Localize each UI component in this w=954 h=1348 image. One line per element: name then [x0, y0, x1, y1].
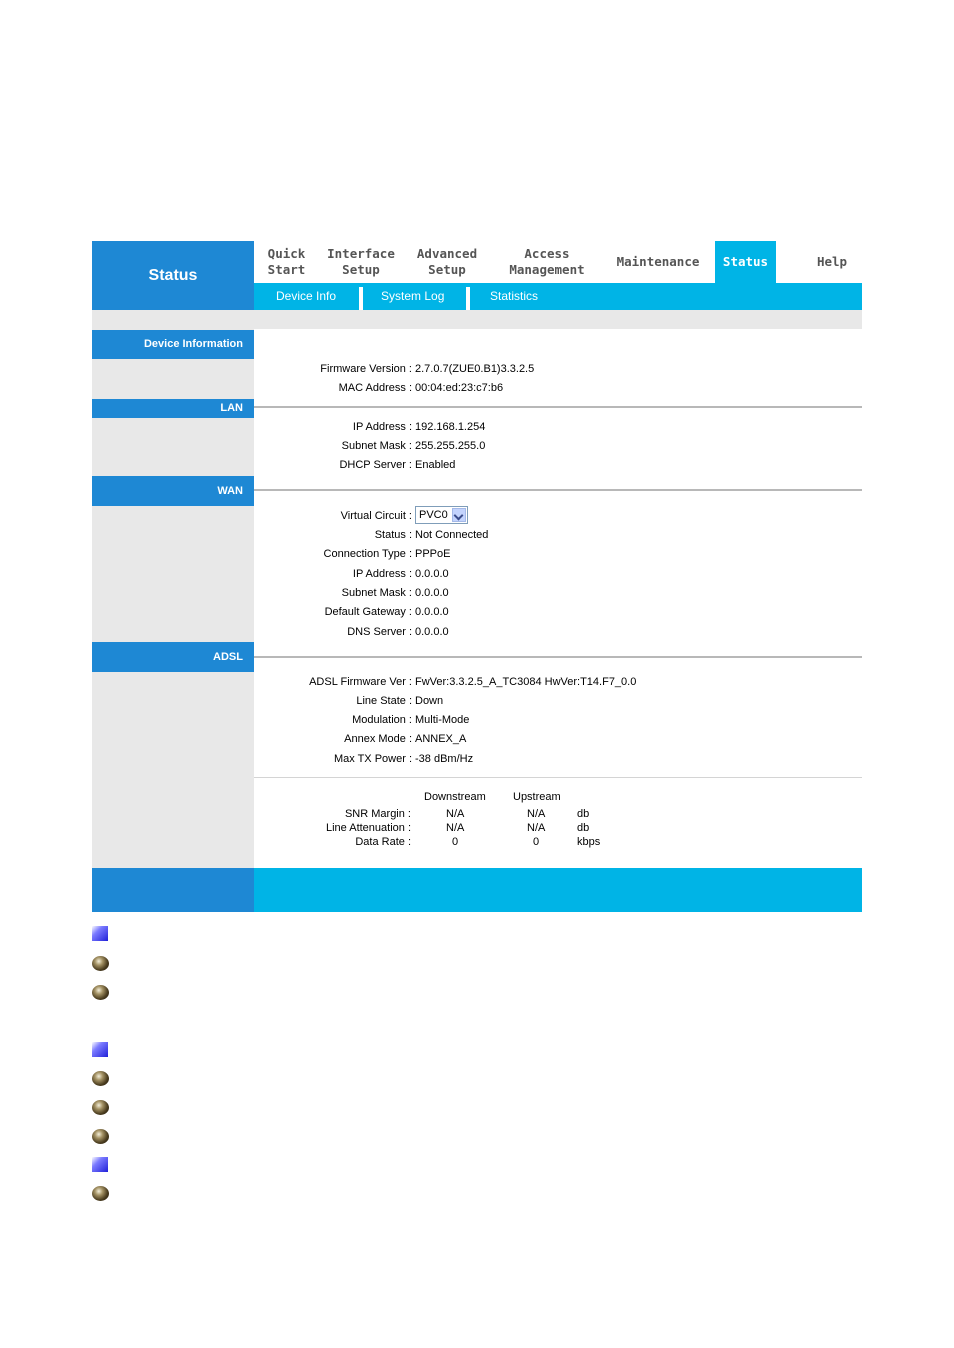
adsl-mod-value: Multi-Mode — [415, 714, 470, 726]
adsl-annex-label: Annex Mode : — [344, 733, 412, 745]
section-divider — [254, 489, 862, 491]
stats-up: N/A — [527, 808, 546, 820]
adsl-line-label: Line State : — [356, 695, 412, 707]
submenu-device-info[interactable]: Device Info — [276, 289, 337, 303]
adsl-annex-value: ANNEX_A — [415, 733, 467, 745]
stats-down: N/A — [446, 808, 465, 820]
wan-gw-label: Default Gateway : — [324, 606, 412, 618]
wan-ip-row — [254, 566, 862, 582]
gray-band — [254, 310, 862, 329]
menu-label: Status — [722, 254, 769, 269]
adsl-line-row — [254, 693, 862, 709]
stats-unit: db — [577, 822, 590, 834]
ball-bullet-icon — [92, 956, 109, 971]
adsl-mod-row — [254, 712, 862, 728]
section-divider — [254, 656, 862, 658]
virtual-circuit-value: PVC0 — [419, 509, 448, 521]
stats-label: Line Attenuation : — [325, 822, 411, 834]
firmware-row — [254, 361, 862, 377]
adsl-fw-label: ADSL Firmware Ver : — [309, 676, 412, 688]
ball-bullet-icon — [92, 1100, 109, 1115]
wan-conn-label: Connection Type : — [323, 548, 412, 560]
menu-status[interactable] — [715, 241, 776, 283]
ball-bullet-icon — [92, 1186, 109, 1201]
menu-advanced-setup[interactable] — [405, 241, 489, 283]
adsl-fw-value: FwVer:3.3.2.5_A_TC3084 HwVer:T14.F7_0.0 — [415, 676, 637, 688]
submenu-separator — [466, 287, 470, 310]
stats-unit: db — [577, 808, 590, 820]
wan-dns-label: DNS Server : — [347, 626, 412, 638]
menu-label: Interface Setup — [327, 246, 395, 277]
stats-up: 0 — [533, 836, 540, 848]
section-divider — [254, 406, 862, 408]
menu-label: Advanced Setup — [416, 246, 478, 277]
wan-dns-value: 0.0.0.0 — [415, 626, 449, 638]
section-wan: WAN — [92, 476, 254, 506]
submenu-statistics[interactable]: Statistics — [490, 289, 539, 303]
downstream-header: Downstream — [424, 791, 486, 803]
lan-dhcp-label: DHCP Server : — [339, 459, 412, 471]
mac-value: 00:04:ed:23:c7:b6 — [415, 382, 504, 394]
lan-mask-row — [254, 438, 862, 454]
mac-row — [254, 380, 862, 396]
wan-ip-value: 0.0.0.0 — [415, 568, 449, 580]
section-device-information: Device Information — [92, 330, 254, 359]
adsl-annex-row — [254, 731, 862, 747]
lan-dhcp-value: Enabled — [415, 459, 456, 471]
lan-mask-value: 255.255.255.0 — [415, 440, 486, 452]
stats-label: SNR Margin : — [344, 808, 411, 820]
adsl-line-value: Down — [415, 695, 444, 707]
section-adsl: ADSL — [92, 642, 254, 672]
stats-unit: kbps — [577, 836, 601, 848]
page-title: Status — [92, 241, 254, 310]
firmware-value: 2.7.0.7(ZUE0.B1)3.3.2.5 — [415, 363, 535, 375]
wan-status-row — [254, 527, 862, 543]
adsl-fw-row — [254, 674, 862, 690]
menu-label: Quick Start — [267, 246, 306, 277]
virtual-circuit-select[interactable] — [415, 506, 468, 524]
section-lan: LAN — [92, 399, 254, 418]
menu-access-management[interactable] — [494, 241, 600, 283]
submenu-separator — [359, 287, 363, 310]
wan-status-value: Not Connected — [415, 529, 489, 541]
chevron-down-icon[interactable] — [452, 508, 466, 522]
square-bullet-icon — [92, 1157, 108, 1172]
menu-maintenance[interactable] — [605, 241, 711, 283]
top-menu — [254, 241, 862, 283]
firmware-label: Firmware Version : — [320, 363, 412, 375]
wan-conn-row — [254, 546, 862, 562]
menu-quick-start[interactable] — [254, 241, 319, 283]
wan-mask-value: 0.0.0.0 — [415, 587, 449, 599]
lan-ip-label: IP Address : — [352, 421, 412, 433]
wan-mask-label: Subnet Mask : — [341, 587, 412, 599]
wan-status-label: Status : — [374, 529, 412, 541]
wan-vc-row — [254, 508, 862, 524]
submenu-system-log[interactable]: System Log — [381, 289, 445, 303]
ball-bullet-icon — [92, 1071, 109, 1086]
wan-gw-row — [254, 604, 862, 620]
wan-conn-value: PPPoE — [415, 548, 451, 560]
stats-up: N/A — [527, 822, 546, 834]
mac-label: MAC Address : — [338, 382, 412, 394]
stats-divider — [254, 777, 862, 778]
stats-label: Data Rate : — [355, 836, 411, 848]
adsl-mod-label: Modulation : — [352, 714, 412, 726]
ball-bullet-icon — [92, 985, 109, 1000]
square-bullet-icon — [92, 1042, 108, 1057]
lan-ip-value: 192.168.1.254 — [415, 421, 486, 433]
menu-label: Help — [816, 254, 848, 269]
wan-dns-row — [254, 624, 862, 640]
wan-mask-row — [254, 585, 862, 601]
footer-right — [254, 868, 862, 912]
wan-ip-label: IP Address : — [352, 568, 412, 580]
upstream-header: Upstream — [513, 791, 561, 803]
menu-help[interactable] — [802, 241, 862, 283]
square-bullet-icon — [92, 926, 108, 941]
adsl-tx-value: -38 dBm/Hz — [415, 753, 474, 765]
adsl-tx-label: Max TX Power : — [333, 753, 412, 765]
lan-ip-row — [254, 419, 862, 435]
adsl-tx-row — [254, 751, 862, 767]
menu-interface-setup[interactable] — [321, 241, 401, 283]
footer-left — [92, 868, 254, 912]
footer-bar — [92, 868, 862, 912]
lan-dhcp-row — [254, 457, 862, 473]
submenu-bar — [254, 283, 862, 310]
menu-label: Access Management — [509, 246, 585, 277]
wan-vc-label: Virtual Circuit : — [340, 510, 412, 522]
lan-mask-label: Subnet Mask : — [341, 440, 412, 452]
ball-bullet-icon — [92, 1129, 109, 1144]
stats-down: 0 — [452, 836, 459, 848]
wan-gw-value: 0.0.0.0 — [415, 606, 449, 618]
stats-down: N/A — [446, 822, 465, 834]
menu-label: Maintenance — [616, 254, 700, 269]
router-status-panel — [92, 241, 862, 912]
